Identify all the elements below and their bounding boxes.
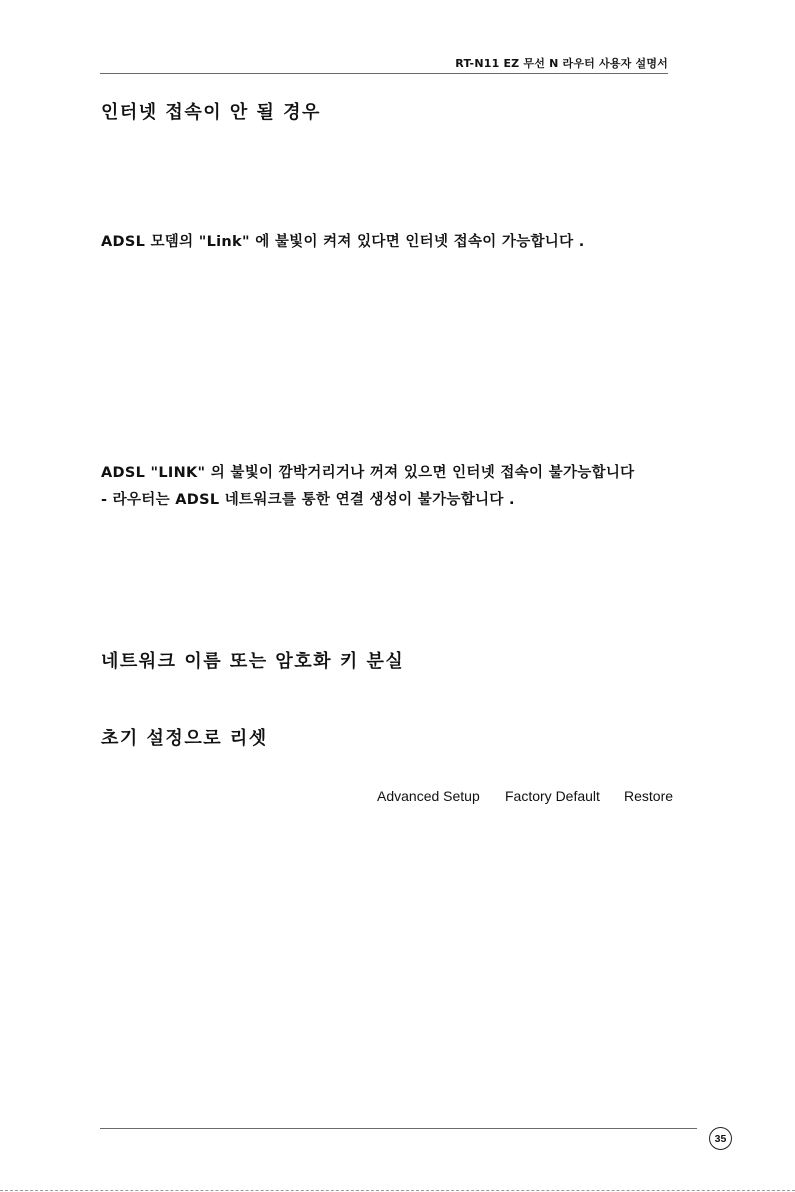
paragraph-link-off-line-2: - 라우터는 ADSL 네트워크를 통한 연결 생성이 불가능합니다 . — [101, 492, 515, 508]
footer-divider — [100, 1128, 697, 1129]
menu-item-restore: Restore — [624, 788, 674, 804]
menu-item-factory-default: Factory Default — [505, 788, 600, 804]
running-header: RT-N11 EZ 무선 N 라우터 사용자 설명서 — [455, 57, 668, 70]
heading-no-internet: 인터넷 접속이 안 될 경우 — [101, 102, 321, 123]
paragraph-link-on: ADSL 모뎀의 "Link" 에 불빛이 켜져 있다면 인터넷 접속이 가능합니다 . — [101, 234, 585, 250]
heading-factory-reset: 초기 설정으로 리셋 — [101, 728, 268, 749]
heading-lost-key: 네트워크 이름 또는 암호화 키 분실 — [101, 651, 405, 672]
paragraph-link-off-line-1: ADSL "LINK" 의 불빛이 깜박거리거나 꺼져 있으면 인터넷 접속이 불가능합니다 — [101, 465, 635, 481]
header-divider — [100, 73, 668, 74]
menu-item-advanced-setup: Advanced Setup — [377, 788, 480, 804]
page-number-badge: 35 — [709, 1127, 732, 1150]
page-edge-line — [0, 1190, 795, 1191]
